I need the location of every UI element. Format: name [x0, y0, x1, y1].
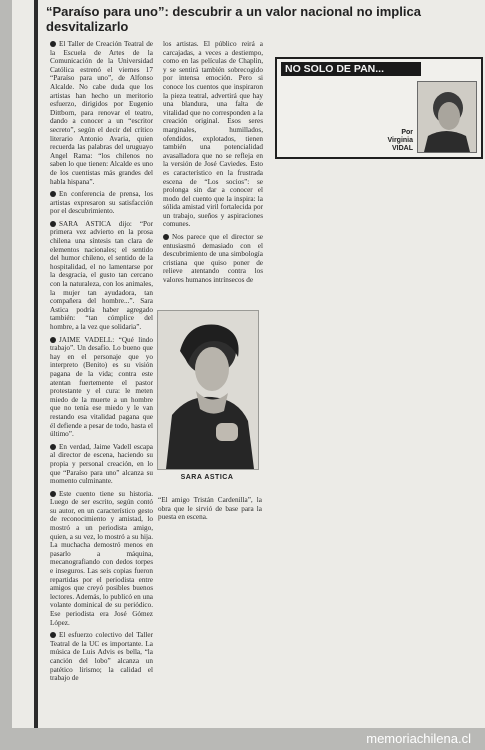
photo-caption: SARA ASTICA: [180, 474, 234, 481]
bullet-icon: [50, 191, 56, 197]
paragraph: Nos parece que el director se entusiasmó demasiado con el descubrimiento de una simbología cristiana que quiso poner de relieve atentando contra los valores humanos intrínsecos de: [163, 233, 263, 285]
author-photo: [417, 81, 477, 153]
column-title-banner: NO SOLO DE PAN...: [281, 62, 421, 76]
sara-astica-photo: [157, 310, 259, 470]
paragraph: Este cuento tiene su historia. Luego de ser escrito, según contó su autor, en un característico gesto de reconocimiento y amistad, lo mostró a un periodista amigo, quien, a su vez, lo mostró a su hija. La muchacha demostró menos en pasarlo a máquina, mecanografiando con dedos torpes e inseguros. Las seis copias fueron repartidas por el periodista entre amigos que creyó posibles buenos lectores. Además, lo publicó en una volante dominical de su periódico. Ese periodista era José Gómez López.: [50, 489, 153, 627]
author-portrait-image: [418, 82, 476, 152]
paragraph: En verdad, Jaime Vadell escapa al director de escena, haciendo su propia y personal creación, en lo que “Paraíso para uno” alcanza su momento culminante.: [50, 442, 153, 486]
bullet-icon: [50, 444, 56, 450]
article-headline: “Paraíso para uno”: descubrir a un valor nacional no implica desvitalizarlo: [46, 4, 421, 34]
bullet-icon: [50, 41, 56, 47]
bullet-icon: [163, 234, 169, 240]
paragraph: En conferencia de prensa, los artistas expresaron su satisfacción por el descubrimiento.: [50, 190, 153, 216]
article-column-right-continued: [158, 496, 262, 536]
paragraph: SARA ASTICA dijo: “Por primera vez advierto en la prosa chilena una síntesis tan clara de elementos nacionales; el sentido del humor chileno, el sentido de la hospitalidad, el no lamentarse por la desgracia, el gusto tan cercano con la naturaleza, con los animales, la mujer tan ayudadora, tan compañera del hombre...”. Sara Astica podría haber agregado también: “tan cómplice del hombre, a la vez que solidaria”.: [50, 219, 153, 331]
article-column-left: [50, 40, 153, 720]
paragraph: los artistas. El público reirá a carcajadas, a veces a destiempo, como en las películas de Chaplin, y se sentirá también sobrecogido por intensa emoción. Pero si conoce los cuentos que inspiraron la pieza teatral, advertirá que hay una blandura, una falta de vitalidad que no corresponden a la creación original. Esos seres marginales, humillados, ofendidos, explotados, tienen también una potencialidad avasalladora que no se refleja en la versión de José Caviedes. Esto es característico en la frustrada escena de “Los socios”: se prolonga sin dar a conocer el modo del cuento que la inspira: la sólida amistad viril fortalecida por un trabajo, sueños y aspiraciones comunes.: [163, 40, 263, 229]
footer-bar: [0, 728, 485, 750]
bullet-icon: [50, 491, 56, 497]
paragraph: JAIME VADELL: “Qué lindo trabajo”. Un desafío. Lo bueno que hay en el personaje que yo interpreto (Benito) es su visión pagana de la vida; contra este atentan fuertemente el pastor protestante y el cura: le meten miedo de la muerte a un hombre que no tenía ese miedo y le van restando esa vitalidad pagana que él defiende a pesar de todo, hasta el último”.: [50, 335, 153, 439]
bullet-icon: [50, 337, 56, 343]
site-brand[interactable]: memoriachilena.cl: [366, 731, 471, 746]
paragraph: El Taller de Creación Teatral de la Escuela de Artes de la Comunicación de la Universidad Católica estrenó el viernes 17 “Paraíso para uno”, de Alfonso Alcalde. No cabe duda que los artistas han hecho un meritorio esfuerzo, dirigidos por Eugenio Dittborn, para renovar el teatro, dando a conocer a un “escritor secreto”, según el decir del crítico literario Antonio Avaria, quien recuerda las palabras del uruguayo Angel Rama: “los chilenos no saben lo que tienen: Alcalde es uno de los cuentistas más grandes del habla hispana”.: [50, 40, 153, 186]
column-header-box: [275, 57, 483, 159]
bullet-icon: [50, 221, 56, 227]
bullet-icon: [50, 632, 56, 638]
page-margin-rule: [34, 0, 38, 728]
article-column-right: [163, 40, 263, 308]
paragraph: “El amigo Tristán Cardenilla”, la obra que le sirvió de base para la puesta en escena.: [158, 496, 262, 522]
portrait-image: [158, 311, 258, 469]
byline: Por Virginia VIDAL: [387, 129, 413, 152]
paragraph: El esfuerzo colectivo del Taller Teatral de la UC es importante. La música de Luis Advis es bella, “la canción del lobo” alcanza un patético lirismo; la calidad el trabajo de: [50, 631, 153, 683]
